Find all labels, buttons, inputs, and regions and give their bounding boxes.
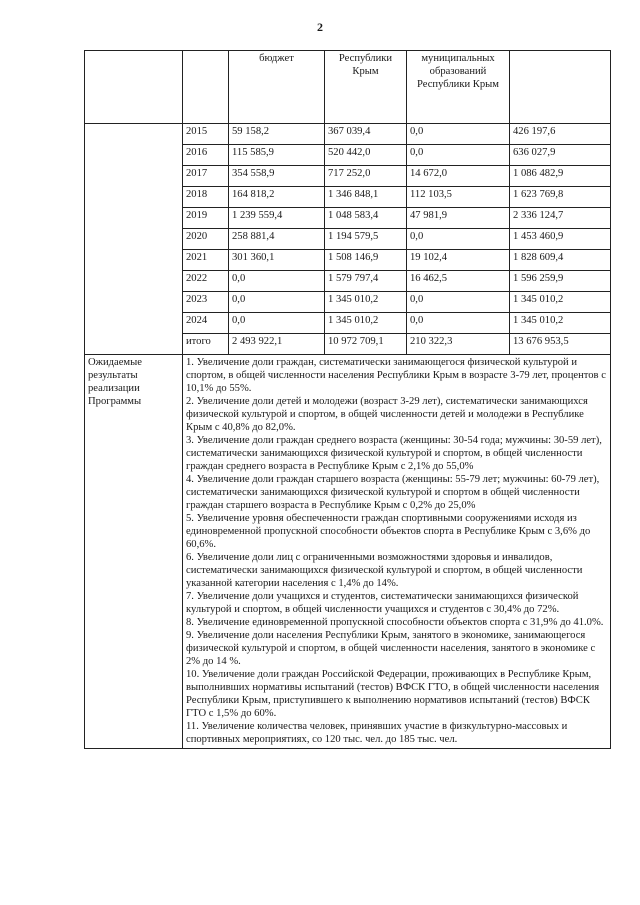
result-item: 1. Увеличение доли граждан, систематически занимающегося физической культурой и спортом, в общей численности населения Республики Крым в возрасте 3-79 лет, процентов с 10,1% до 55%. <box>186 357 606 394</box>
total-cell: 1 345 010,2 <box>510 292 611 313</box>
left-empty-cell <box>85 124 183 355</box>
result-item: 7. Увеличение доли учащихся и студентов, систематически занимающихся физической культурой и спортом, в общей численности учащихся и студентов с 30,4% до 72%. <box>186 591 579 615</box>
budget-cell: 115 585,9 <box>229 145 325 166</box>
page-number: 2 <box>317 20 323 34</box>
header-crimea: Республики Крым <box>325 51 407 124</box>
results-label: Ожидаемые результаты реализации Программы <box>85 355 183 749</box>
total-cell: 636 027,9 <box>510 145 611 166</box>
total-cell: 13 676 953,5 <box>510 334 611 355</box>
budget-cell: 2 493 922,1 <box>229 334 325 355</box>
header-total <box>510 51 611 124</box>
results-content <box>183 355 611 749</box>
municipal-cell: 0,0 <box>407 292 510 313</box>
total-cell: 1 623 769,8 <box>510 187 611 208</box>
year-cell: итого <box>183 334 229 355</box>
year-cell: 2015 <box>183 124 229 145</box>
year-cell: 2016 <box>183 145 229 166</box>
total-cell: 1 828 609,4 <box>510 250 611 271</box>
total-cell: 1 086 482,9 <box>510 166 611 187</box>
total-cell: 426 197,6 <box>510 124 611 145</box>
budget-cell: 0,0 <box>229 313 325 334</box>
crimea-cell: 1 048 583,4 <box>325 208 407 229</box>
year-cell: 2020 <box>183 229 229 250</box>
result-item: 3. Увеличение доли граждан среднего возраста (женщины: 30-54 года; мужчины: 30-59 лет), систематически занимающихся физической культурой и спортом, в общей численности граждан среднего возраста в Республике Крым с 2,1% до 55,0% <box>186 435 602 472</box>
total-cell: 1 345 010,2 <box>510 313 611 334</box>
year-header-cell <box>183 51 229 124</box>
crimea-cell: 1 345 010,2 <box>325 292 407 313</box>
municipal-cell: 0,0 <box>407 313 510 334</box>
budget-cell: 1 239 559,4 <box>229 208 325 229</box>
crimea-cell: 1 346 848,1 <box>325 187 407 208</box>
year-cell: 2019 <box>183 208 229 229</box>
result-item: 8. Увеличение единовременной пропускной способности объектов спорта с 31,9% до 41.0%. <box>186 617 604 628</box>
municipal-cell: 47 981,9 <box>407 208 510 229</box>
crimea-cell: 10 972 709,1 <box>325 334 407 355</box>
year-cell: 2022 <box>183 271 229 292</box>
municipal-cell: 0,0 <box>407 145 510 166</box>
budget-cell: 0,0 <box>229 292 325 313</box>
year-cell: 2023 <box>183 292 229 313</box>
result-item: 2. Увеличение доли детей и молодежи (возраст 3-29 лет), систематически занимающихся физической культурой и спортом, в общей численности детей и молодежи в Республике Крым с 40,8% до 82,0%. <box>186 396 588 433</box>
table-row <box>85 124 611 145</box>
municipal-cell: 0,0 <box>407 229 510 250</box>
municipal-cell: 19 102,4 <box>407 250 510 271</box>
year-cell: 2021 <box>183 250 229 271</box>
total-cell: 2 336 124,7 <box>510 208 611 229</box>
budget-cell: 301 360,1 <box>229 250 325 271</box>
budget-cell: 164 818,2 <box>229 187 325 208</box>
header-municipal: муниципальных образований Республики Крым <box>407 51 510 124</box>
header-budget: бюджет <box>229 51 325 124</box>
budget-cell: 354 558,9 <box>229 166 325 187</box>
total-cell: 1 453 460,9 <box>510 229 611 250</box>
crimea-cell: 367 039,4 <box>325 124 407 145</box>
result-item: 4. Увеличение доли граждан старшего возраста (женщины: 55-79 лет; мужчины: 60-79 лет), систематически занимающихся физической культурой и спортом в общей численности граждан старшего возраста в Республике Крым с 0,2% до 25,0% <box>186 474 600 511</box>
municipal-cell: 210 322,3 <box>407 334 510 355</box>
year-cell: 2024 <box>183 313 229 334</box>
municipal-cell: 16 462,5 <box>407 271 510 292</box>
left-empty-cell <box>85 51 183 124</box>
results-row <box>85 355 611 749</box>
municipal-cell: 0,0 <box>407 124 510 145</box>
crimea-cell: 1 508 146,9 <box>325 250 407 271</box>
budget-cell: 258 881,4 <box>229 229 325 250</box>
crimea-cell: 1 345 010,2 <box>325 313 407 334</box>
result-item: 6. Увеличение доли лиц с ограниченными возможностями здоровья и инвалидов, систематически занимающихся физической культурой и спортом, в общей численности указанной категории населения с 1,4% до 14%. <box>186 552 583 589</box>
budget-cell: 59 158,2 <box>229 124 325 145</box>
crimea-cell: 717 252,0 <box>325 166 407 187</box>
total-cell: 1 596 259,9 <box>510 271 611 292</box>
municipal-cell: 14 672,0 <box>407 166 510 187</box>
result-item: 10. Увеличение доли граждан Российской Федерации, проживающих в Республике Крым, выполнивших нормативы испытаний (тестов) ВФСК ГТО, в общей численности населения Республики Крым, приступившего к выполнению нормативов испытаний (тестов) ВФСК ГТО с 1,5% до 60%. <box>186 669 600 719</box>
result-item: 11. Увеличение количества человек, принявших участие в физкультурно-массовых и спортивных мероприятиях, со 120 тыс. чел. до 185 тыс. чел. <box>186 721 568 745</box>
crimea-cell: 1 194 579,5 <box>325 229 407 250</box>
crimea-cell: 1 579 797,4 <box>325 271 407 292</box>
funding-table <box>84 50 611 749</box>
crimea-cell: 520 442,0 <box>325 145 407 166</box>
year-cell: 2018 <box>183 187 229 208</box>
result-item: 5. Увеличение уровня обеспеченности граждан спортивными сооружениями исходя из единовременной пропускной способности объектов спорта в Республике Крым с 3,6% до 60,6%. <box>186 513 591 550</box>
year-cell: 2017 <box>183 166 229 187</box>
budget-cell: 0,0 <box>229 271 325 292</box>
municipal-cell: 112 103,5 <box>407 187 510 208</box>
table-header-row <box>85 51 611 124</box>
result-item: 9. Увеличение доли населения Республики Крым, занятого в экономике, занимающегося физической культурой и спортом, в общей численности населения, занятого в экономике с 2% до 14 %. <box>186 630 596 667</box>
